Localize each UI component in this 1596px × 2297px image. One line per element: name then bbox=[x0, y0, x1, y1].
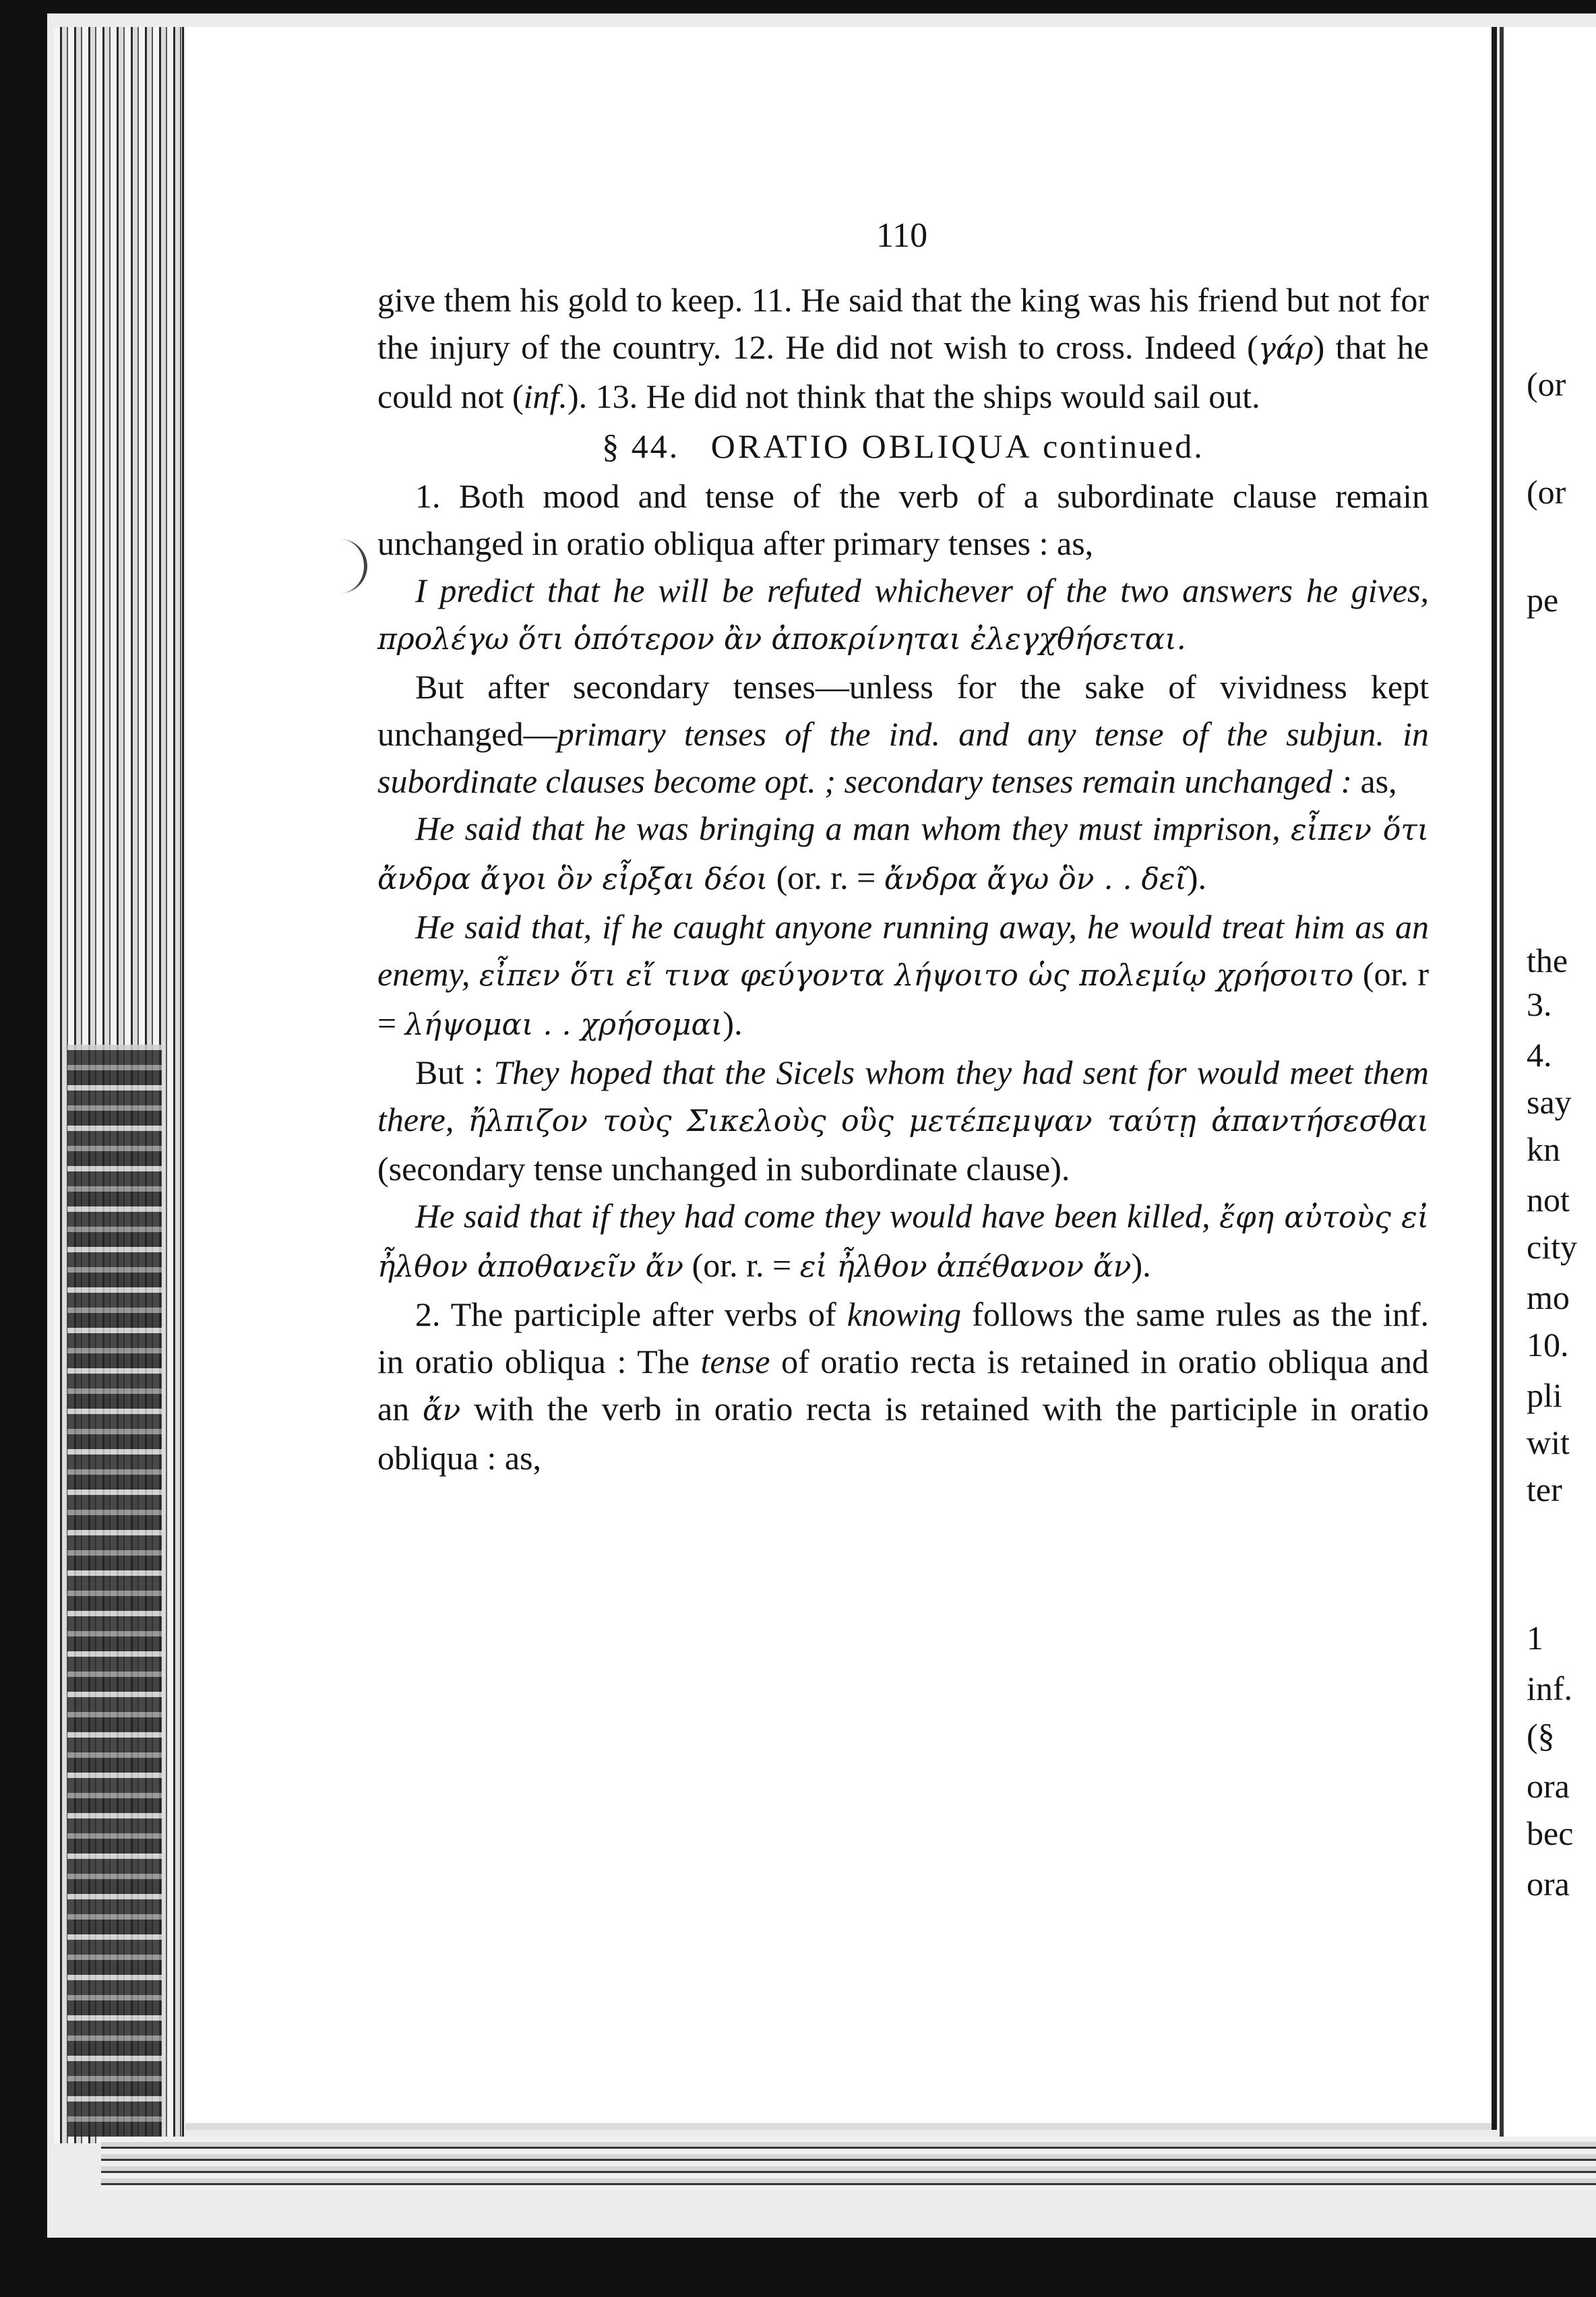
facing-fragment: (or bbox=[1527, 365, 1566, 403]
example-note: (or. r. = bbox=[692, 1246, 800, 1284]
facing-fragment: pli bbox=[1527, 1376, 1562, 1414]
rule-1b bbox=[377, 663, 1429, 805]
section-subtitle: continued. bbox=[1043, 427, 1204, 465]
rule-greek: ἄν bbox=[422, 1393, 461, 1428]
example-3 bbox=[377, 903, 1429, 1049]
example-english: They hoped that the Sicels whom they had sent for would meet them there, bbox=[377, 1053, 1429, 1138]
rule-italic: knowing bbox=[847, 1295, 962, 1333]
facing-fragment: ora bbox=[1527, 1767, 1570, 1805]
rule-1: 1. Both mood and tense of the verb of a subordinate clause remain unchanged in oratio obliqua after primary tenses : as, bbox=[377, 477, 1429, 562]
example-4 bbox=[377, 1049, 1429, 1192]
facing-fragment: 4. bbox=[1527, 1036, 1552, 1074]
facing-fragment: (or bbox=[1527, 473, 1566, 511]
example-lead: But : bbox=[415, 1053, 494, 1091]
facing-fragment: ora bbox=[1527, 1865, 1570, 1903]
example-note: (secondary tense unchanged in subordinate clause). bbox=[377, 1150, 1070, 1188]
example-greek: ἔφη αὐτοὺς εἰ ἦλθον ἀποθανεῖν ἄν bbox=[377, 1200, 1429, 1284]
facing-fragment: wit bbox=[1527, 1423, 1570, 1461]
book-bottom-edge bbox=[101, 2137, 1596, 2191]
example-note: (or. r. = bbox=[776, 859, 884, 896]
intro-text: ). 13. He did not think that the ships would sail out. bbox=[567, 377, 1260, 415]
example-note: ). bbox=[1131, 1246, 1151, 1284]
example-note-greek: λήψομαι . . χρήσομαι bbox=[404, 1008, 723, 1042]
example-english: He said that, if he caught anyone running away, he would treat him as an enemy, bbox=[377, 908, 1429, 993]
example-1 bbox=[377, 567, 1429, 663]
facing-fragment: pe bbox=[1527, 581, 1559, 619]
facing-fragment: inf. bbox=[1527, 1670, 1573, 1707]
rule-text: 2. The participle after verbs of bbox=[415, 1295, 847, 1333]
page-text bbox=[377, 276, 1429, 1481]
example-note-greek: εἰ ἦλθον ἀπέθανον ἄν bbox=[799, 1250, 1132, 1284]
facing-fragment: say bbox=[1527, 1083, 1572, 1121]
facing-fragment: mo bbox=[1527, 1279, 1570, 1316]
example-5 bbox=[377, 1192, 1429, 1291]
facing-fragment: (§ bbox=[1527, 1717, 1555, 1754]
facing-fragment: not bbox=[1527, 1181, 1570, 1219]
example-note-greek: ἄνδρα ἄγω ὃν . . δεῖ bbox=[884, 862, 1187, 896]
example-greek: προλέγω ὅτι ὁπότερον ἂν ἀποκρίνηται ἐλεγχθήσεται. bbox=[377, 622, 1186, 656]
example-2 bbox=[377, 805, 1429, 903]
section-title: ORATIO OBLIQUA bbox=[710, 427, 1033, 465]
example-greek: εἶπεν ὅτι εἴ τινα φεύγοντα λήψοιτο ὡς πολεμίῳ χρήσοιτο bbox=[479, 958, 1354, 993]
section-number: § 44. bbox=[602, 427, 680, 465]
example-greek: ἤλπιζον τοὺς Σικελοὺς οὓς μετέπεμψαν ταύτῃ ἀπαντήσεσθαι bbox=[468, 1104, 1430, 1138]
rule-2 bbox=[377, 1291, 1429, 1481]
example-greek: εἶπεν ὅτι ἄνδρα ἄγοι ὃν εἶρξαι δέοι bbox=[377, 813, 1429, 896]
rule-text: follows the same rules as the inf. in oratio obliqua : The bbox=[377, 1295, 1430, 1380]
spine-stamp bbox=[67, 1045, 162, 2137]
intro-text: ) that he could not ( bbox=[377, 328, 1429, 415]
example-english: I predict that he will be refuted whichever of the two answers he gives, bbox=[415, 572, 1429, 609]
rule-italic: primary tenses of the ind. and any tense of the subjun. in subordinate clauses become opt. ; secondary tenses remain unchanged : bbox=[377, 715, 1429, 800]
facing-fragment: 3. bbox=[1527, 985, 1552, 1023]
intro-greek: γάρ bbox=[1258, 332, 1314, 366]
example-note: ). bbox=[1186, 859, 1206, 896]
rule-text: with the verb in oratio recta is retained with the participle in oratio obliqua : as, bbox=[377, 1390, 1429, 1477]
intro-text: give them his gold to keep. 11. He said that the king was his friend but not for the injury of the country. 12. He did not wish to cross. Indeed ( bbox=[377, 281, 1429, 366]
facing-fragment: 1 bbox=[1527, 1619, 1543, 1657]
rule-text: But after secondary tenses—unless for the sake of vividness kept unchanged— bbox=[377, 668, 1429, 753]
intro-abbrev: inf. bbox=[523, 377, 567, 415]
facing-fragment: kn bbox=[1527, 1130, 1560, 1168]
example-note: ). bbox=[723, 1004, 743, 1042]
rule-italic: tense bbox=[700, 1343, 770, 1380]
example-note: (or. r = bbox=[377, 955, 1429, 1042]
example-english: He said that if they had come they would have been killed, bbox=[415, 1197, 1210, 1235]
rule-text: of oratio recta is retained in oratio obliqua and an bbox=[377, 1343, 1429, 1428]
facing-fragment: the bbox=[1527, 942, 1568, 979]
facing-fragment: ter bbox=[1527, 1471, 1562, 1508]
example-english: He said that he was bringing a man whom they must imprison, bbox=[415, 809, 1281, 847]
section-heading bbox=[377, 423, 1429, 470]
intro-paragraph bbox=[377, 276, 1429, 420]
page-number: 110 bbox=[876, 216, 928, 255]
facing-fragment: city bbox=[1527, 1228, 1577, 1266]
rule-text: as, bbox=[1351, 762, 1397, 800]
facing-fragment: 10. bbox=[1527, 1326, 1569, 1364]
facing-fragment: bec bbox=[1527, 1814, 1574, 1852]
